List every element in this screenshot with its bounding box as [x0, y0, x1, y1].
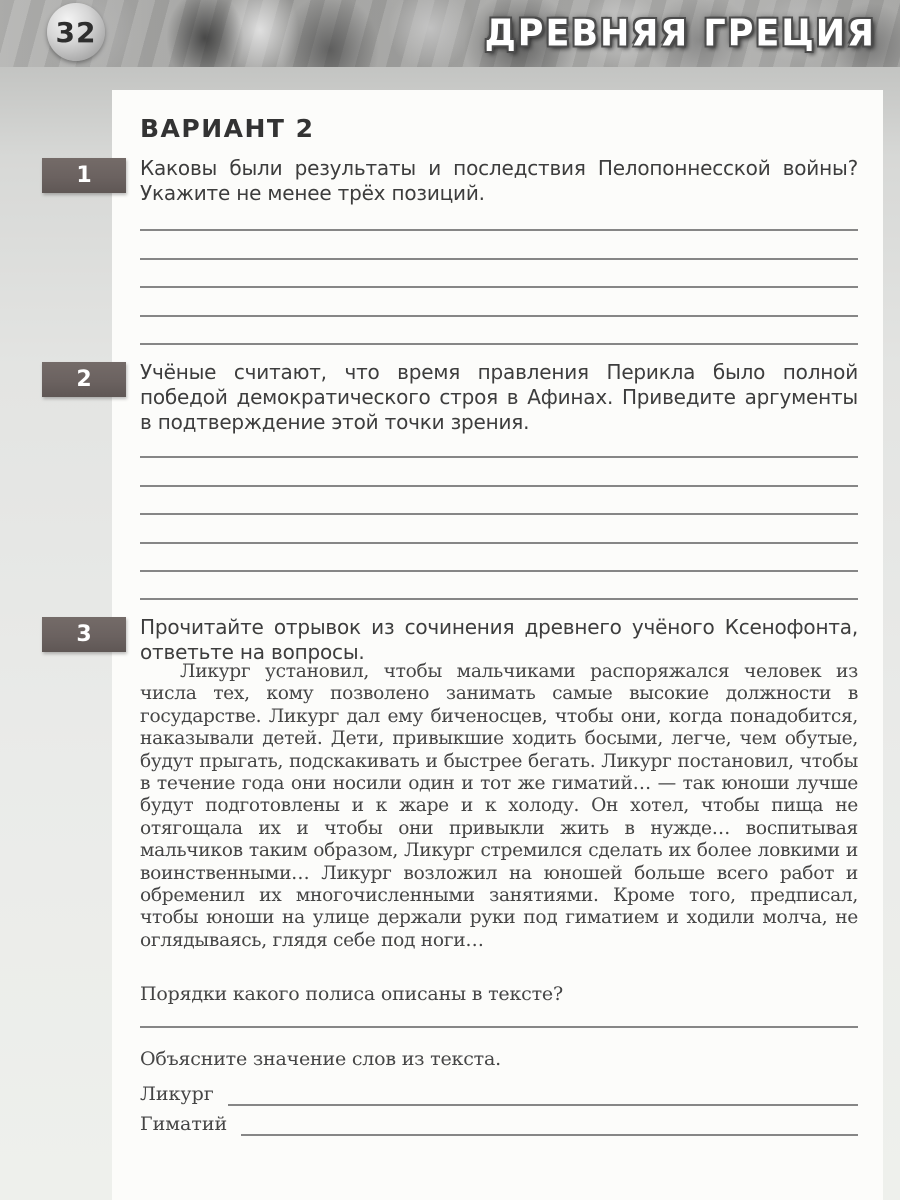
task-1-number: 1	[76, 163, 92, 188]
chapter-title: ДРЕВНЯЯ ГРЕЦИЯ	[484, 13, 876, 55]
answer-line	[140, 458, 858, 486]
answer-line	[140, 203, 858, 231]
answer-line	[140, 487, 858, 515]
term-row-likurg	[140, 1080, 858, 1106]
task-2-number-badge	[42, 362, 126, 397]
task-3-question-2: Объясните значение слов из текста.	[140, 1048, 501, 1070]
task-3-question-1: Порядки какого полиса описаны в тексте?	[140, 983, 563, 1005]
answer-line	[140, 544, 858, 572]
task-2-answer-lines	[140, 430, 858, 600]
answer-line	[140, 572, 858, 600]
term-label-gimatiy: Гиматий	[140, 1113, 228, 1135]
task-3-number-badge	[42, 617, 126, 652]
term-row-gimatiy	[140, 1110, 858, 1136]
task-3-question-1-answer-line	[140, 1026, 858, 1028]
task-1-text: Каковы были результаты и последствия Пелопоннесской войны? Укажите не менее трёх позиций.	[140, 156, 858, 205]
task-3-passage: Ликург установил, чтобы мальчиками распоряжался человек из числа тех, кому позволено занимать самые высокие должности в государстве. Ликург дал ему биченосцев, чтобы они, когда понадобится, наказывали детей. Дети, привыкшие ходить босыми, легче, чем обутые, будут прыгать, подскакивать и быстрее бегать. Ликург постановил, чтобы в течение года они носили один и тот же гиматий… — так юноши лучше будут подготовлены и к жаре и к холоду. Он хотел, чтобы пища не отягощала их и чтобы они привыкли жить в нужде… воспитывая мальчиков таким образом, Ликург стремился сделать их более ловкими и воинственными… Ликург возложил на юношей больше всего работ и обременил их многочисленными занятиями. Кроме того, предписал, чтобы юноши на улице держали руки под гиматием и ходили молча, не оглядываясь, глядя себе под ноги…	[140, 661, 858, 951]
task-2-number: 2	[76, 367, 92, 392]
variant-title: ВАРИАНТ 2	[140, 114, 315, 143]
answer-line	[140, 430, 858, 458]
task-3-text: Прочитайте отрывок из сочинения древнего учёного Ксенофонта, ответьте на вопросы.	[140, 615, 858, 664]
page-number: 32	[55, 15, 97, 49]
answer-line	[140, 317, 858, 345]
task-3-number: 3	[76, 622, 92, 647]
answer-line	[140, 260, 858, 288]
task-1-number-badge	[42, 158, 126, 193]
answer-line	[140, 288, 858, 316]
answer-line	[140, 231, 858, 259]
term-answer-line	[228, 1080, 858, 1106]
task-2-text: Учёные считают, что время правления Перикла было полной победой демократического строя в Афинах. Приведите аргументы в подтверждение этой точки зрения.	[140, 360, 858, 434]
answer-line	[140, 515, 858, 543]
task-1-answer-lines	[140, 203, 858, 345]
page-number-badge	[47, 3, 105, 61]
term-answer-line	[241, 1110, 858, 1136]
page-header	[0, 0, 900, 67]
term-label-likurg: Ликург	[140, 1083, 214, 1105]
